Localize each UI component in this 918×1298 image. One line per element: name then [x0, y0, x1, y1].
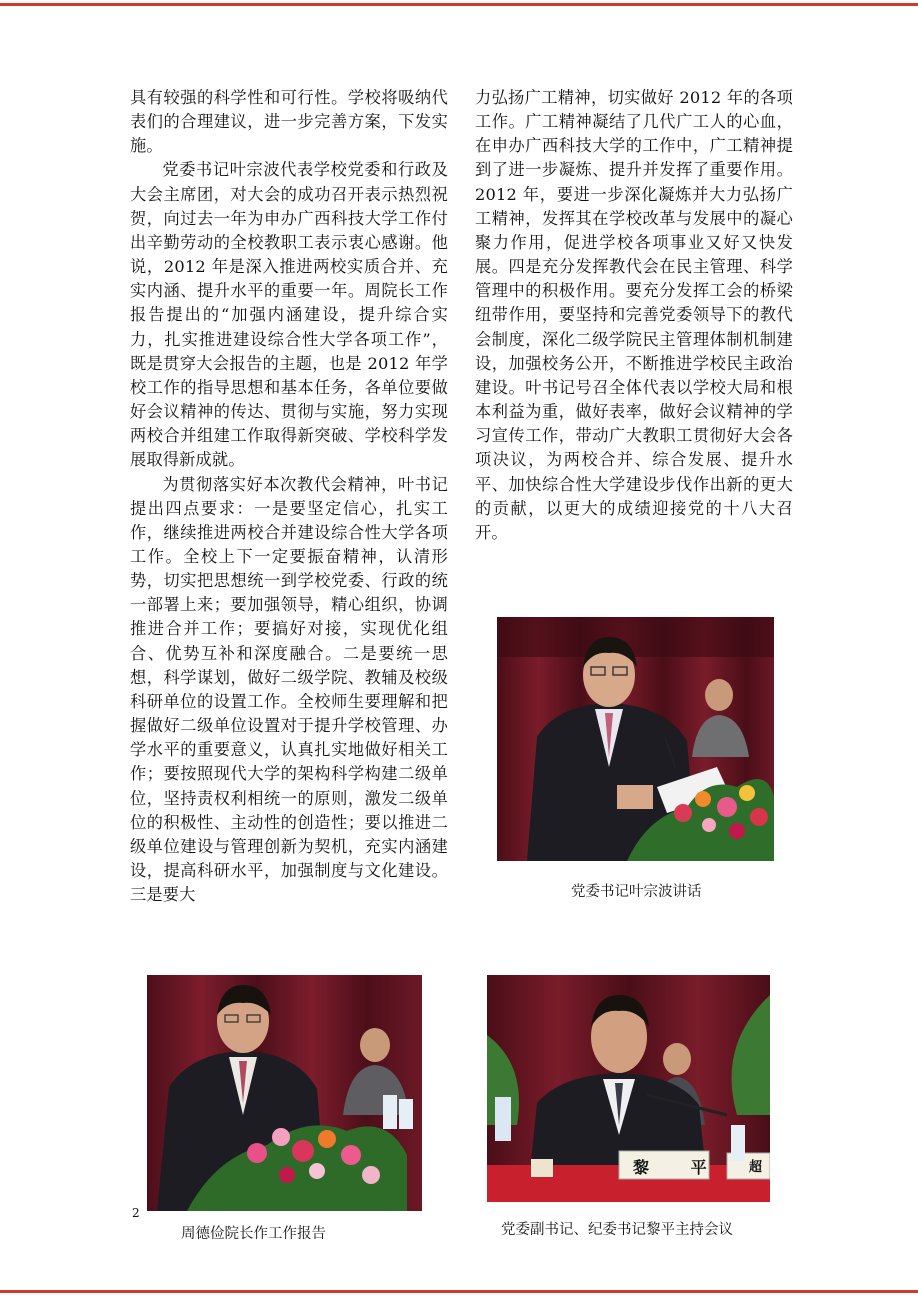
paragraph: 具有较强的科学性和可行性。学校将吸纳代表们的合理建议，进一步完善方案，下发实施。: [130, 88, 448, 156]
paragraph: 力弘扬广工精神，切实做好 2012 年的各项工作。广工精神凝结了几代广工人的心血，在申办广西科技大学的工作中，广工精神提到了进一步凝炼、提升并发挥了重要作用。2012 年，要进一步深化凝炼并大力弘扬广工精神，发挥其在学校改革与发展中的凝心聚力作用，促进学校各项事业又好又快发展。四是充分发挥教代会在民主管理、科学管理中的积极作用。要充分发挥工会的桥梁纽带作用，要坚持和完善党委领导下的教代会制度，深化二级学院民主管理体制机制建设，加强校务公开，不断推进学校民主政治建设。叶书记号召全体代表以学校大局和根本利益为重，做好表率，做好会议精神的学习宣传工作，带动广大教职工贯彻好大会各项决议，为两校合并、综合发展、提升水平、加快综合性大学建设步伐作出新的更大的贡献，以更大的成绩迎接党的十八大召开。: [475, 88, 793, 542]
right-text-column: [475, 86, 793, 545]
photo-caption: 党委书记叶宗波讲话: [571, 884, 702, 900]
page-number: 2: [132, 1206, 140, 1220]
left-text-column: [130, 86, 448, 907]
photo-illustration: [487, 975, 770, 1202]
photo-illustration: [497, 617, 774, 861]
photo-illustration: [147, 975, 422, 1211]
paragraph: 为贯彻落实好本次教代会精神，叶书记提出四点要求：一是要坚定信心，扎实工作，继续推进两校合并建设综合性大学各项工作。全校上下一定要振奋精神，认清形势，切实把思想统一到学校党委、行政的统一部署上来；要加强领导，精心组织，协调推进合并工作；要搞好对接，实现优化组合、优势互补和深度融合。二是要统一思想，科学谋划，做好二级学院、教辅及校级科研单位的设置工作。全校师生要理解和把握做好二级单位设置对于提升学校管理、办学水平的重要意义，认真扎实地做好相关工作；要按照现代大学的架构科学构建二级单位，坚持责权利相统一的原则，激发二级单位的积极性、主动性的创造性；要以推进二级单位建设与管理创新为契机，充实内涵建设，提高科研水平，加强制度与文化建设。三是要大: [130, 474, 448, 905]
nameplate-text-partial: 超: [749, 1160, 763, 1175]
nameplate-text: 黎 平: [633, 1158, 725, 1177]
photo-caption: 党委副书记、纪委书记黎平主持会议: [501, 1222, 733, 1238]
bottom-red-rule: [0, 1290, 918, 1293]
top-red-rule: [0, 3, 918, 6]
paragraph: 党委书记叶宗波代表学校党委和行政及大会主席团，对大会的成功召开表示热烈祝贺，向过去一年为申办广西科技大学工作付出辛勤劳动的全校教职工表示衷心感谢。他说，2012 年是深入推进两校实质合并、充实内涵、提升水平的重要一年。周院长工作报告提出的“加强内涵建设，提升综合实力，扎实推进建设综合性大学各项工作”，既是贯穿大会报告的主题，也是 2012 年学校工作的指导思想和基本任务，各单位要做好会议精神的传达、贯彻与实施，努力实现两校合并组建工作取得新突破、学校科学发展取得新成就。: [130, 160, 448, 470]
photo-president-report: [147, 975, 422, 1211]
photo-caption: 周德俭院长作工作报告: [181, 1226, 326, 1242]
photo-deputy-presiding: [487, 975, 770, 1202]
photo-secretary-speaking: [497, 617, 774, 861]
